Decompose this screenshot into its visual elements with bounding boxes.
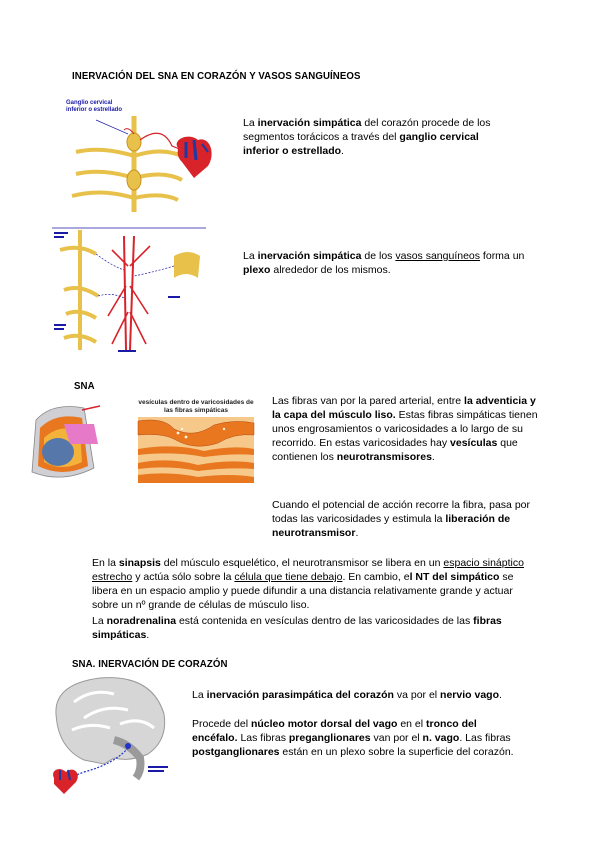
section2-title: SNA [74,380,95,392]
section2-paragraph-2: Cuando el potencial de acción recorre la fibra, pasa por todas las varicosidades y estimula la liberación de neurotransmisor. [272,499,530,539]
section1-paragraph-2: La inervación simpática de los vasos sanguíneos forma un plexo alrededor de los mismos. [243,250,525,276]
stellate-ganglion-diagram [62,100,220,218]
section2-paragraph-4: La noradrenalina está contenida en vesículas dentro de las varicosidades de las fibras simpáticas. [92,615,502,641]
vagus-nerve-figure [44,674,184,798]
section1-paragraph-1: La inervación simpática del corazón procede de los segmentos torácicos a través del ganglio cervical inferior o estrellado. [243,117,491,157]
section2-paragraph-3: En la sinapsis del músculo esquelético, el neurotransmisor se libera en un espacio sináptico estrecho y actúa sólo sobre la célula que tiene debajo. En cambio, el NT del simpático se libera en un espacio amplio y puede difundir a una distancia relativamente grande y actuar sobre un nº grande de células de músculo liso. [92,557,524,611]
section1-title: INERVACIÓN DEL SNA EN CORAZÓN Y VASOS SANGUÍNEOS [72,70,361,82]
vagus-nerve-diagram [44,674,184,798]
section3-paragraph-1: La inervación parasimpática del corazón va por el nervio vago. [192,689,502,701]
vascular-plexus-figure [50,226,210,356]
fig1-label: Ganglio cervical inferior o estrellado [66,100,123,113]
varicosities-figure [134,399,258,487]
vascular-plexus-diagram [50,226,210,356]
section3-title: SNA. INERVACIÓN DE CORAZÓN [72,658,228,670]
stellate-ganglion-figure [62,100,220,218]
varicosities-caption: vesículas dentro de varicosidades de las fibras simpáticas [138,399,254,414]
section2-paragraph-1: Las fibras van por la pared arterial, entre la adventicia y la capa del músculo liso. Estas fibras simpáticas tienen unos engrosamientos o varicosidades a lo largo de su recorrido. En estas varicosidades hay vesículas que contienen los neurotransmisores. [272,395,538,463]
arterial-wall-figure [22,398,106,486]
arterial-wall-diagram [22,398,106,486]
section3-paragraph-2: Procede del núcleo motor dorsal del vago en el tronco del encéfalo. Las fibras preganglionares van por el n. vago. Las fibras postganglionares están en un plexo sobre la superficie del corazón. [192,718,514,758]
